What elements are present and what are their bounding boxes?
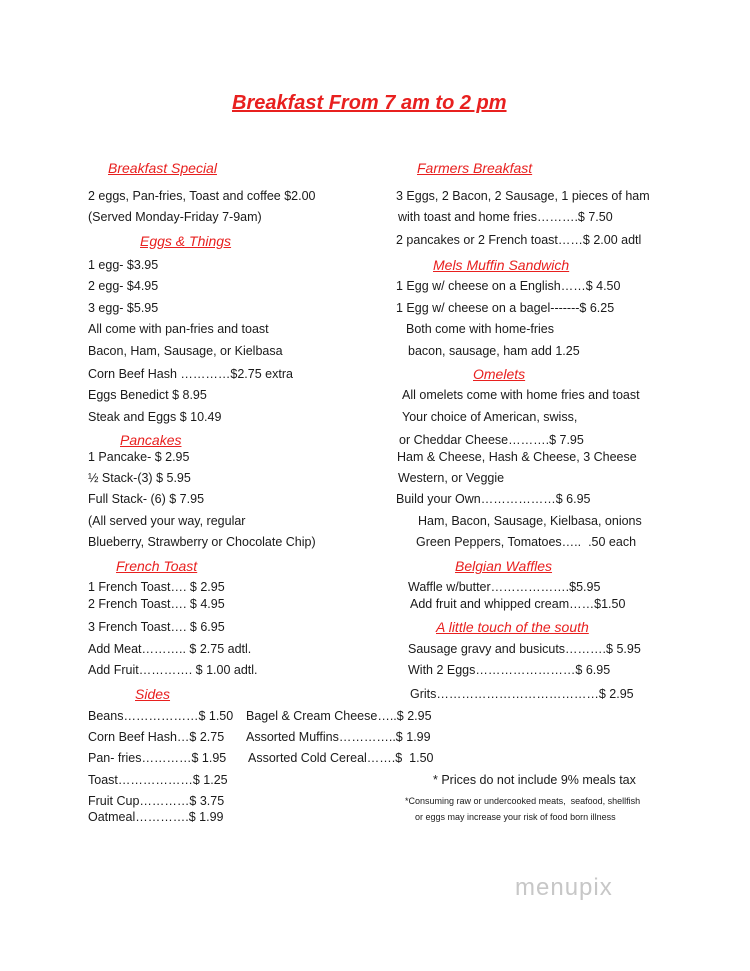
menu-line: Grits…………………………………$ 2.95 [410, 687, 634, 701]
menu-line: 3 French Toast…. $ 6.95 [88, 620, 225, 634]
menu-line: Add Fruit…………. $ 1.00 adtl. [88, 663, 258, 677]
menu-line: 3 Eggs, 2 Bacon, 2 Sausage, 1 pieces of ham [396, 189, 650, 203]
page-title: Breakfast From 7 am to 2 pm [232, 92, 507, 114]
menu-line: Eggs Benedict $ 8.95 [88, 388, 207, 402]
heading-eggs-things: Eggs & Things [140, 233, 232, 249]
menu-line: Your choice of American, swiss, [402, 410, 578, 424]
menu-line: With 2 Eggs……………………$ 6.95 [408, 663, 611, 677]
watermark-logo: menupix [515, 874, 613, 901]
side-item: Oatmeal………….$ 1.99 [88, 810, 224, 824]
side-item: Fruit Cup…………$ 3.75 [88, 794, 225, 808]
menu-line: All come with pan-fries and toast [88, 322, 269, 336]
heading-belgian-waffles: Belgian Waffles [455, 558, 553, 574]
heading-french-toast: French Toast [116, 558, 198, 574]
side-item: Assorted Muffins…………..$ 1.99 [246, 730, 431, 744]
breakfast-special-line: 2 eggs, Pan-fries, Toast and coffee $2.00 [88, 189, 316, 203]
menu-line: Add fruit and whipped cream……$1.50 [410, 597, 626, 611]
menu-line: 1 French Toast…. $ 2.95 [88, 580, 225, 594]
menu-line: Green Peppers, Tomatoes….. .50 each [416, 535, 637, 549]
menu-line: 2 French Toast…. $ 4.95 [88, 597, 225, 611]
heading-breakfast-special: Breakfast Special [108, 160, 217, 176]
menu-line: Western, or Veggie [398, 471, 505, 485]
menu-line: Full Stack- (6) $ 7.95 [88, 492, 205, 506]
menu-line: 1 Pancake- $ 2.95 [88, 450, 190, 464]
menu-line: Both come with home-fries [406, 322, 554, 336]
breakfast-special-line: (Served Monday-Friday 7-9am) [88, 210, 262, 224]
side-item: Pan- fries…………$ 1.95 [88, 751, 227, 765]
menu-line: Add Meat……….. $ 2.75 adtl. [88, 642, 252, 656]
heading-pancakes: Pancakes [120, 432, 182, 448]
menu-line: Waffle w/butter……………….$5.95 [408, 580, 601, 594]
tax-note: * Prices do not include 9% meals tax [433, 773, 636, 787]
side-item: Assorted Cold Cereal…….$ 1.50 [248, 751, 434, 765]
menu-line: 1 Egg w/ cheese on a English……$ 4.50 [396, 279, 621, 293]
menu-line: or Cheddar Cheese……….$ 7.95 [399, 433, 584, 447]
menu-line: Corn Beef Hash …………$2.75 extra [88, 367, 293, 381]
menu-line: 1 Egg w/ cheese on a bagel-------$ 6.25 [396, 301, 615, 315]
menu-line: 2 pancakes or 2 French toast……$ 2.00 adtl [396, 233, 642, 247]
side-item: Corn Beef Hash…$ 2.75 [88, 730, 225, 744]
heading-sides: Sides [135, 686, 171, 702]
heading-farmers-breakfast: Farmers Breakfast [417, 160, 533, 176]
menu-line: All omelets come with home fries and toast [402, 388, 640, 402]
side-item: Toast………………$ 1.25 [88, 773, 228, 787]
side-item: Bagel & Cream Cheese…..$ 2.95 [246, 709, 432, 723]
menu-line: Ham, Bacon, Sausage, Kielbasa, onions [418, 514, 642, 528]
health-warning: *Consuming raw or undercooked meats, seafood, shellfish [405, 796, 641, 806]
menu-line: Build your Own………………$ 6.95 [396, 492, 591, 506]
menu-line: Sausage gravy and busicuts……….$ 5.95 [408, 642, 641, 656]
menu-line: 3 egg- $5.95 [88, 301, 159, 315]
health-warning: or eggs may increase your risk of food born illness [415, 812, 616, 822]
menu-line: Blueberry, Strawberry or Chocolate Chip) [88, 535, 316, 549]
menu-line: ½ Stack-(3) $ 5.95 [88, 471, 191, 485]
menu-line: with toast and home fries……….$ 7.50 [398, 210, 613, 224]
menu-line: (All served your way, regular [88, 514, 246, 528]
menu-line: bacon, sausage, ham add 1.25 [408, 344, 580, 358]
side-item: Beans………………$ 1.50 [88, 709, 234, 723]
menu-line: 1 egg- $3.95 [88, 258, 159, 272]
menu-line: Bacon, Ham, Sausage, or Kielbasa [88, 344, 283, 358]
heading-omelets: Omelets [473, 366, 526, 382]
menu-line: 2 egg- $4.95 [88, 279, 159, 293]
menu-line: Ham & Cheese, Hash & Cheese, 3 Cheese [397, 450, 637, 464]
heading-south: A little touch of the south [436, 619, 589, 635]
heading-muffin-sandwich: Mels Muffin Sandwich [433, 257, 570, 273]
menu-line: Steak and Eggs $ 10.49 [88, 410, 222, 424]
